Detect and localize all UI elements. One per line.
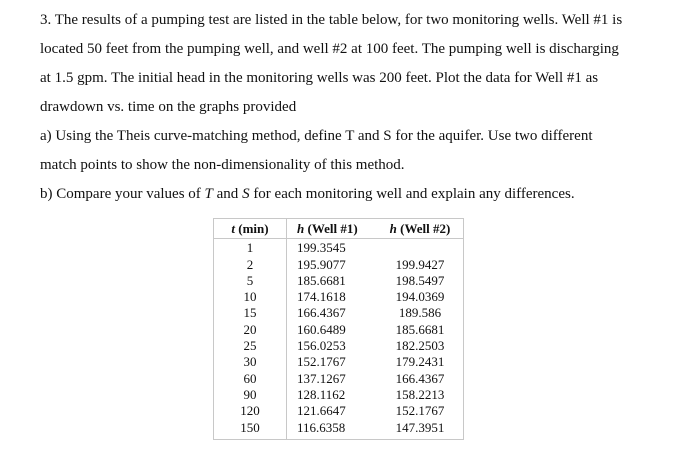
table-row <box>214 387 464 403</box>
header-time <box>214 219 287 239</box>
cell-head-well-2: 147.3951 <box>395 419 445 435</box>
cell-time: 30 <box>214 354 287 370</box>
pumping-test-table <box>213 218 464 440</box>
cell-time: 15 <box>214 305 287 321</box>
cell-time: 25 <box>214 338 287 354</box>
cell-head-well-2: 199.9427 <box>395 256 445 272</box>
cell-time: 2 <box>214 257 287 273</box>
cell-head-well-2: 198.5497 <box>395 272 445 288</box>
cell-head-well-1: 199.3545 <box>297 240 346 256</box>
table-row <box>214 420 464 440</box>
table-header-row <box>214 219 464 239</box>
cell-head-well-1: 166.4367 <box>297 305 346 321</box>
cell-head-well-2: 158.2213 <box>395 386 445 402</box>
table-row <box>214 403 464 419</box>
table-row <box>214 239 464 257</box>
cell-head-well-2 <box>377 239 464 257</box>
cell-time: 150 <box>214 420 287 440</box>
header-well-1-label: (Well #1) <box>304 221 358 236</box>
cell-head-well-1: 152.1767 <box>297 354 346 370</box>
header-well-2 <box>377 219 464 239</box>
cell-head-well-2: 152.1767 <box>395 403 445 419</box>
problem-line-2: located 50 feet from the pumping well, and well #2 at 100 feet. The pumping well is discharging <box>40 41 619 57</box>
part-a-line-2: match points to show the non-dimensionality of this method. <box>40 157 405 173</box>
cell-time: 120 <box>214 403 287 419</box>
part-b-var-t: T <box>204 186 213 202</box>
problem-statement <box>40 6 680 209</box>
table-row <box>214 289 464 305</box>
table-row <box>214 322 464 338</box>
cell-head-well-1: 185.6681 <box>297 272 346 288</box>
header-well-2-var: h <box>389 221 397 236</box>
header-time-unit: (min) <box>235 221 269 236</box>
cell-time: 5 <box>214 273 287 289</box>
header-time-var: t <box>231 221 236 236</box>
table-row <box>214 257 464 273</box>
table-row <box>214 338 464 354</box>
part-b-var-s: S <box>242 186 250 202</box>
cell-head-well-1: 128.1162 <box>297 386 346 402</box>
cell-time: 10 <box>214 289 287 305</box>
problem-line-1: 3. The results of a pumping test are listed in the table below, for two monitoring wells. Well #1 is <box>40 12 623 28</box>
cell-head-well-2: 182.2503 <box>395 338 445 354</box>
cell-time: 60 <box>214 371 287 387</box>
part-b-text-2: and <box>212 186 243 202</box>
part-b-text-3: for each monitoring well and explain any differences. <box>249 186 575 202</box>
cell-head-well-1: 195.9077 <box>297 256 346 272</box>
cell-head-well-1: 137.1267 <box>297 370 346 386</box>
part-b-line <box>40 180 680 209</box>
cell-time: 90 <box>214 387 287 403</box>
table-row <box>214 305 464 321</box>
problem-line-4: drawdown vs. time on the graphs provided <box>40 99 297 115</box>
part-a-line-1: a) Using the Theis curve-matching method, define T and S for the aquifer. Use two different <box>40 128 593 144</box>
header-well-1 <box>287 219 378 239</box>
cell-head-well-2: 166.4367 <box>395 370 445 386</box>
table-row <box>214 371 464 387</box>
cell-head-well-1: 121.6647 <box>297 403 346 419</box>
cell-head-well-2: 179.2431 <box>395 354 445 370</box>
cell-time: 1 <box>214 239 287 257</box>
table-row <box>214 273 464 289</box>
data-table-container <box>213 218 464 440</box>
part-b-text-1: b) Compare your values of <box>40 186 205 202</box>
cell-head-well-2: 185.6681 <box>395 321 445 337</box>
cell-head-well-1: 160.6489 <box>297 321 346 337</box>
cell-head-well-2: 194.0369 <box>395 289 445 305</box>
header-well-2-label: (Well #2) <box>396 221 451 236</box>
problem-line-3: at 1.5 gpm. The initial head in the monitoring wells was 200 feet. Plot the data for Well #1 as <box>40 70 599 86</box>
cell-head-well-1: 174.1618 <box>297 289 346 305</box>
cell-head-well-2: 189.586 <box>398 305 442 321</box>
header-well-1-var: h <box>297 221 305 236</box>
cell-head-well-1: 116.6358 <box>297 419 346 435</box>
table-row <box>214 354 464 370</box>
cell-head-well-1: 156.0253 <box>297 338 346 354</box>
cell-time: 20 <box>214 322 287 338</box>
